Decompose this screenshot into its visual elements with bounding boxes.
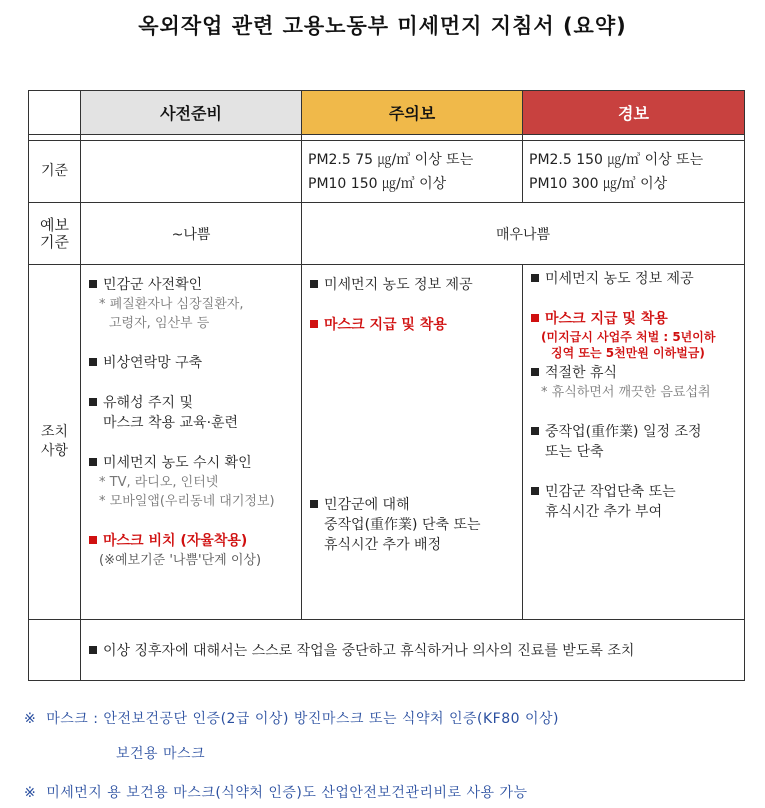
criteria-alert-line1: PM2.5 150 ㎍/㎥ 이상 또는 xyxy=(529,151,704,168)
header-alert: 경보 xyxy=(523,91,745,135)
prep-item-monitor-text: 미세먼지 농도 수시 확인 xyxy=(103,455,252,471)
footnote-cost xyxy=(24,782,528,802)
alert-actions xyxy=(523,265,745,620)
bullet-icon xyxy=(531,487,539,495)
bottom-note-label xyxy=(29,620,81,681)
page-title: 옥외작업 관련 고용노동부 미세먼지 지침서 (요약) xyxy=(138,14,627,38)
prep-item-sensitive xyxy=(89,275,295,295)
actions-label xyxy=(29,265,81,620)
caution-item-info xyxy=(310,275,516,295)
alert-item-mask-text: 마스크 지급 및 착용 xyxy=(545,311,668,327)
bottom-note xyxy=(81,620,745,681)
guideline-table xyxy=(28,90,745,681)
caution-item-mask xyxy=(310,315,516,335)
prep-item-training-line2: 마스크 착용 교육·훈련 xyxy=(103,415,239,431)
alert-item-sensitive xyxy=(531,482,738,502)
alert-item-rest-text: 적절한 휴식 xyxy=(545,365,618,381)
bullet-icon xyxy=(89,358,97,366)
alert-item-mask xyxy=(531,309,738,329)
prep-item-contact-text: 비상연락망 구축 xyxy=(103,355,203,371)
prep-item-training-line1: 유해성 주지 및 xyxy=(103,395,194,411)
actions-label-line2: 사항 xyxy=(40,443,69,459)
guideline-table-frame xyxy=(28,90,744,686)
footnote-mark: ※ xyxy=(24,785,37,801)
criteria-label: 기준 xyxy=(29,141,81,203)
criteria-row xyxy=(29,141,745,203)
bullet-icon xyxy=(310,280,318,288)
bullet-icon xyxy=(531,368,539,376)
forecast-label xyxy=(29,203,81,265)
criteria-prep xyxy=(81,141,302,203)
alert-item-info-text: 미세먼지 농도 정보 제공 xyxy=(545,271,694,287)
criteria-caution xyxy=(302,141,523,203)
alert-item-sensitive-line2: 휴식시간 추가 부여 xyxy=(545,504,663,520)
bottom-note-row xyxy=(29,620,745,681)
prep-item-training xyxy=(89,393,295,413)
actions-row xyxy=(29,265,745,620)
bullet-icon xyxy=(89,280,97,288)
bottom-note-text: 이상 징후자에 대해서는 스스로 작업을 중단하고 휴식하거나 의사의 진료를 받도록 조치 xyxy=(103,643,635,659)
forecast-caution-alert: 매우나쁨 xyxy=(302,203,745,265)
prep-item-monitor-sub1: * TV, 라디오, 인터넷 xyxy=(99,475,219,490)
prep-item-contact xyxy=(89,353,295,373)
forecast-label-line1: 예보 xyxy=(40,215,69,234)
alert-item-heavywork-line1: 중작업(重作業) 일정 조정 xyxy=(545,424,702,440)
bullet-icon xyxy=(89,646,97,654)
prep-item-sensitive-sub2: 고령자, 임산부 등 xyxy=(109,316,210,331)
bullet-icon xyxy=(531,427,539,435)
actions-label-line1: 조치 xyxy=(40,424,69,440)
bullet-icon xyxy=(531,314,539,322)
bullet-icon xyxy=(89,398,97,406)
prep-item-mask-text: 마스크 비치 (자율착용) xyxy=(103,533,248,549)
forecast-row xyxy=(29,203,745,265)
header-caution: 주의보 xyxy=(302,91,523,135)
footnote-cost-text: 미세먼지 용 보건용 마스크(식약처 인증)도 산업안전보건관리비로 사용 가능 xyxy=(46,785,528,801)
caution-item-sensitive-line1: 민감군에 대해 xyxy=(324,497,410,513)
caution-item-mask-text: 마스크 지급 및 착용 xyxy=(324,317,447,333)
alert-item-heavywork-line2: 또는 단축 xyxy=(545,444,604,460)
footnote-mask-line1: 마스크 : 안전보건공단 인증(2급 이상) 방진마스크 또는 식약처 인증(KF80 이상) xyxy=(46,711,559,727)
caution-item-sensitive xyxy=(310,495,516,555)
criteria-caution-line2: PM10 150 ㎍/㎥ 이상 xyxy=(308,175,447,192)
caution-item-info-text: 미세먼지 농도 정보 제공 xyxy=(324,277,473,293)
criteria-alert-line2: PM10 300 ㎍/㎥ 이상 xyxy=(529,175,668,192)
alert-item-info xyxy=(531,269,738,289)
alert-item-mask-sub1: (미지급시 사업주 처벌 : 5년이하 xyxy=(541,330,716,344)
alert-item-heavywork xyxy=(531,422,738,442)
alert-item-mask-sub2: 징역 또는 5천만원 이하벌금) xyxy=(551,346,705,360)
alert-item-rest xyxy=(531,363,738,383)
prep-item-mask-sub: (※예보기준 '나쁨'단계 이상) xyxy=(99,553,262,568)
footnote-mask-line2: 보건용 마스크 xyxy=(116,746,206,762)
caution-item-sensitive-line3: 휴식시간 추가 배정 xyxy=(324,537,442,553)
criteria-alert xyxy=(523,141,745,203)
bullet-icon xyxy=(89,536,97,544)
bullet-icon xyxy=(310,320,318,328)
bullet-icon xyxy=(89,458,97,466)
prep-item-monitor xyxy=(89,453,295,473)
prep-item-sensitive-text: 민감군 사전확인 xyxy=(103,277,203,293)
prep-actions xyxy=(81,265,302,620)
criteria-caution-line1: PM2.5 75 ㎍/㎥ 이상 또는 xyxy=(308,151,474,168)
forecast-label-line2: 기준 xyxy=(40,232,69,251)
bullet-icon xyxy=(531,274,539,282)
caution-actions xyxy=(302,265,523,620)
bullet-icon xyxy=(310,500,318,508)
prep-item-mask xyxy=(89,531,295,551)
footnote-mask xyxy=(24,708,559,728)
prep-item-monitor-sub2: * 모바일앱(우리동네 대기정보) xyxy=(99,494,275,509)
prep-item-sensitive-sub1: * 폐질환자나 심장질환자, xyxy=(99,297,244,312)
header-prep: 사전준비 xyxy=(81,91,302,135)
alert-item-rest-sub: * 휴식하면서 깨끗한 음료섭취 xyxy=(541,385,711,400)
alert-item-sensitive-line1: 민감군 작업단축 또는 xyxy=(545,484,676,500)
forecast-prep: ~나쁨 xyxy=(81,203,302,265)
header-row xyxy=(29,91,745,135)
caution-item-sensitive-line2: 중작업(重作業) 단축 또는 xyxy=(324,517,481,533)
header-corner xyxy=(29,91,81,135)
footnote-mark: ※ xyxy=(24,711,37,727)
